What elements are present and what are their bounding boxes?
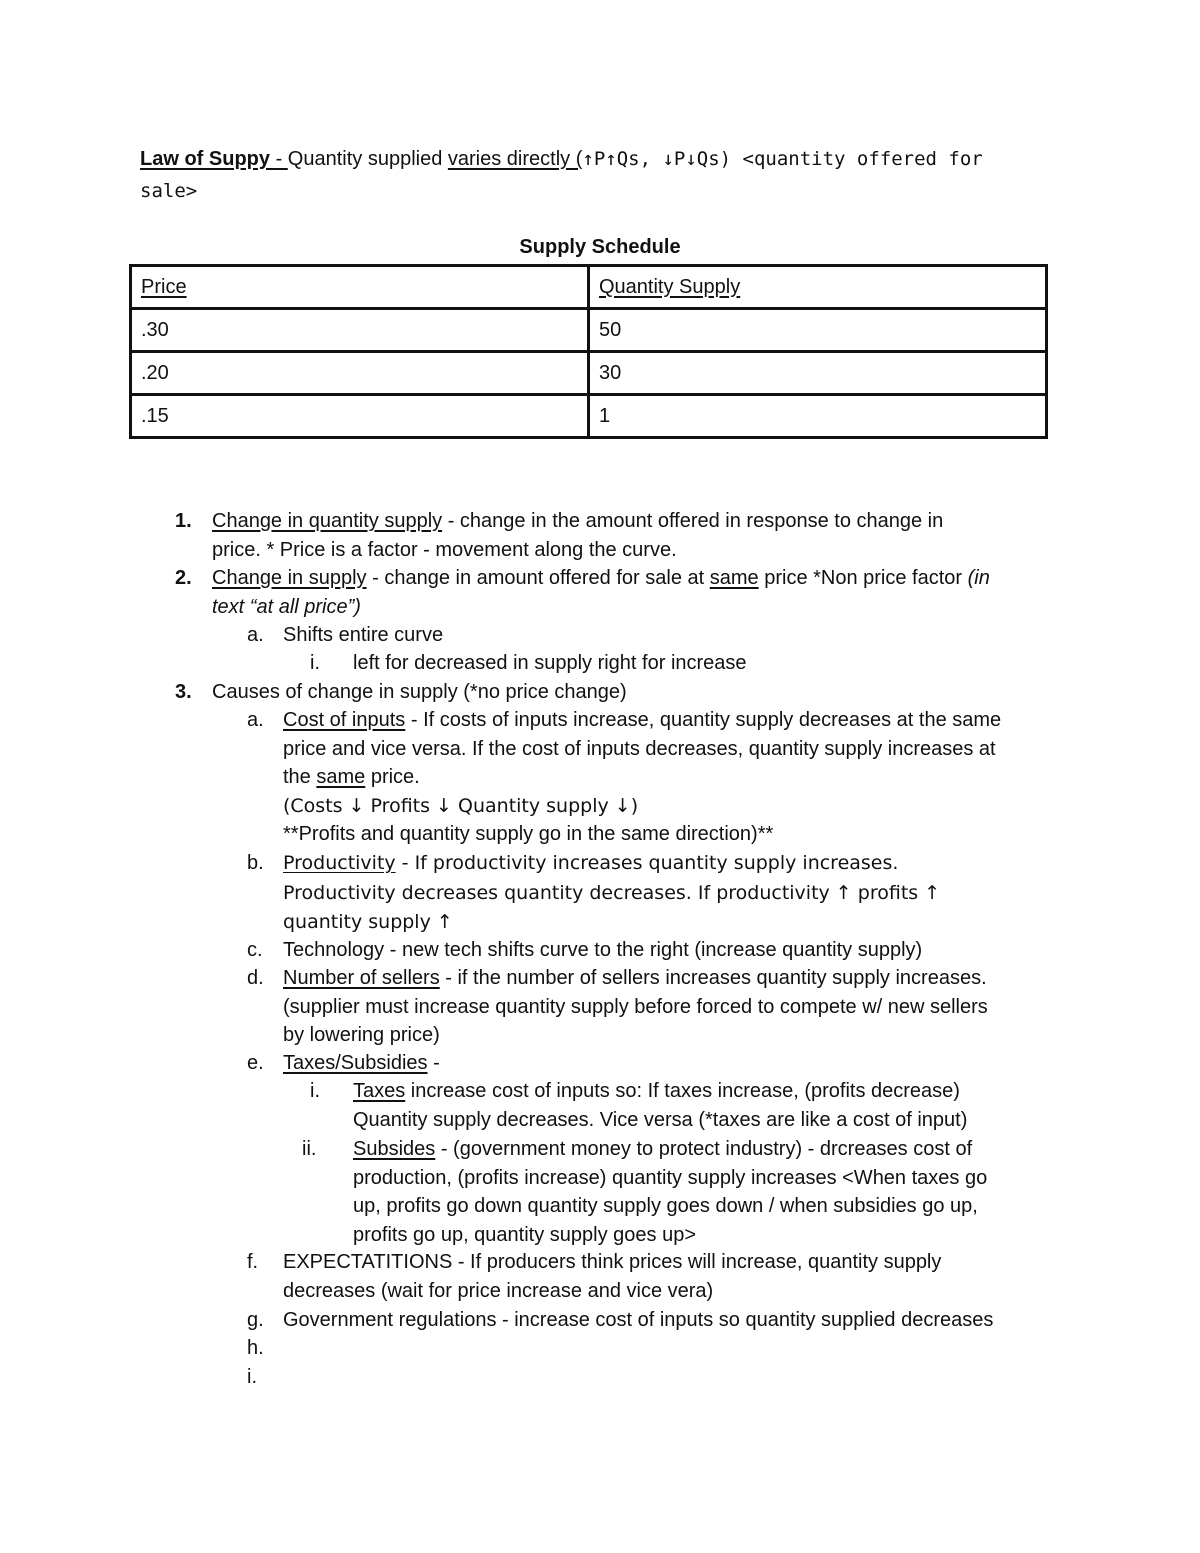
law-term: Law of Suppy	[140, 148, 276, 170]
subsidies-line4: profits go up, quantity supply goes up>	[353, 1223, 697, 1246]
productivity-line2: Productivity decreases quantity decreases. If productivity ↑ profits ↑	[283, 881, 941, 904]
list-letter-3i: i.	[247, 1366, 257, 1388]
list-item-2a: Shifts entire curve	[283, 624, 444, 646]
productivity-line3: quantity supply ↑	[283, 911, 453, 933]
law-varies-directly: varies directly (	[447, 148, 583, 170]
list-roman-3eii: ii.	[302, 1138, 317, 1160]
subsidies-line1: - (government money to protect industry) - drcreases cost of	[435, 1138, 973, 1160]
list-item-government-regulations: Government regulations - increase cost of inputs so quantity supplied decreases	[283, 1309, 994, 1331]
law-notation: ↑P↑Qs, ↓P↓Qs) <quantity offered for	[582, 148, 983, 170]
table-row	[131, 395, 1047, 438]
table-cell: 30	[589, 352, 1047, 395]
table-cell: 50	[589, 309, 1047, 352]
item2-text-b: price *Non price factor	[758, 567, 968, 589]
subsidies-term: Subsides	[353, 1138, 436, 1160]
subsidies-line3: up, profits go down quantity supply goes down / when subsidies go up,	[353, 1195, 978, 1217]
taxes-line2: Quantity supply decreases. Vice versa (*taxes are like a cost of input)	[353, 1108, 968, 1131]
item1-line1: - change in the amount offered in response to change in	[442, 510, 944, 532]
sellers-line2: (supplier must increase quantity supply before forced to compete w/ new sellers	[283, 995, 988, 1018]
item2-text-a: - change in amount offered for sale at	[366, 567, 710, 589]
expectations-line2: decreases (wait for price increase and vice vera)	[283, 1279, 714, 1302]
list-item-taxes-subsidies	[283, 1049, 440, 1078]
cost-arrows-line: (Costs ↓ Profits ↓ Quantity supply ↓)	[283, 795, 639, 817]
taxes-subsidies-term: Taxes/Subsidies	[283, 1052, 428, 1074]
header-quantity-supply: Quantity Supply	[589, 266, 1047, 309]
item2-same: same	[709, 567, 759, 589]
item2-term: Change in supply	[212, 567, 367, 589]
cost-line1: - If costs of inputs increase, quantity supply decreases at the same	[405, 709, 1002, 731]
supply-schedule-table	[129, 264, 1048, 439]
table-cell: .20	[131, 352, 589, 395]
list-letter-3b: b.	[247, 852, 264, 874]
table-cell: .30	[131, 309, 589, 352]
taxes-term: Taxes	[353, 1080, 406, 1102]
table-header-row	[131, 266, 1047, 309]
list-item-taxes	[353, 1077, 1073, 1134]
list-number-2: 2.	[175, 567, 192, 589]
productivity-term: Productivity	[283, 852, 396, 874]
table-row	[131, 309, 1047, 352]
list-number-1: 1.	[175, 510, 192, 532]
taxes-line1: increase cost of inputs so: If taxes increase, (profits decrease)	[405, 1080, 960, 1102]
list-item-productivity	[283, 849, 1083, 938]
taxes-subsidies-tail: -	[427, 1052, 440, 1074]
list-item-causes-title: Causes of change in supply (*no price change)	[212, 681, 627, 703]
subsidies-line2: production, (profits increase) quantity supply increases <When taxes go	[353, 1166, 988, 1189]
list-letter-3d: d.	[247, 967, 264, 989]
productivity-line1: - If productivity increases quantity supply increases.	[395, 852, 899, 874]
item1-line2: price. * Price is a factor - movement along the curve.	[212, 538, 677, 561]
law-lead: Quantity supplied	[287, 148, 448, 170]
supply-schedule-title: Supply Schedule	[519, 236, 681, 258]
list-item-2ai: left for decreased in supply right for increase	[353, 652, 747, 674]
list-item-technology: Technology - new tech shifts curve to the right (increase quantity supply)	[283, 939, 923, 961]
table-cell: .15	[131, 395, 589, 438]
header-price: Price	[131, 266, 589, 309]
sellers-term: Number of sellers	[283, 967, 440, 989]
sellers-line3: by lowering price)	[283, 1024, 440, 1046]
cost-same: same	[316, 766, 366, 788]
list-letter-2a: a.	[247, 624, 264, 646]
table-cell: 1	[589, 395, 1047, 438]
list-letter-3a: a.	[247, 709, 264, 731]
list-roman-3ei: i.	[310, 1080, 320, 1102]
item2-italic-1: (in	[967, 567, 990, 589]
law-dash: -	[275, 148, 288, 170]
cost-line3a: the	[283, 766, 317, 788]
list-letter-3g: g.	[247, 1309, 264, 1331]
list-number-3: 3.	[175, 681, 192, 703]
list-roman-2ai: i.	[310, 652, 320, 674]
law-of-supply-paragraph	[140, 143, 1040, 207]
cost-of-inputs-term: Cost of inputs	[283, 709, 406, 731]
list-letter-3h: h.	[247, 1337, 264, 1359]
list-letter-3e: e.	[247, 1052, 264, 1074]
law-notation-cont: sale>	[140, 180, 198, 202]
list-letter-3c: c.	[247, 939, 263, 961]
item2-italic-2: text “at all price”)	[212, 595, 361, 618]
item1-term: Change in quantity supply	[212, 510, 443, 532]
list-item-expectations	[283, 1248, 1083, 1305]
cost-line2: price and vice versa. If the cost of inputs decreases, quantity supply increases at	[283, 737, 996, 760]
cost-note-line: **Profits and quantity supply go in the same direction)**	[283, 823, 774, 845]
sellers-line1: - if the number of sellers increases quantity supply increases.	[439, 967, 987, 989]
cost-line3b: price.	[365, 766, 420, 788]
table-row	[131, 352, 1047, 395]
list-item-number-of-sellers	[283, 964, 1083, 1050]
list-item-change-in-supply	[212, 564, 1072, 621]
list-letter-3f: f.	[247, 1251, 259, 1273]
list-item-cost-of-inputs	[283, 706, 1083, 792]
list-item-subsidies	[353, 1135, 1073, 1249]
list-item-change-in-quantity-supply	[212, 507, 1072, 564]
expectations-line1: EXPECTATITIONS - If producers think prices will increase, quantity supply	[283, 1251, 942, 1273]
